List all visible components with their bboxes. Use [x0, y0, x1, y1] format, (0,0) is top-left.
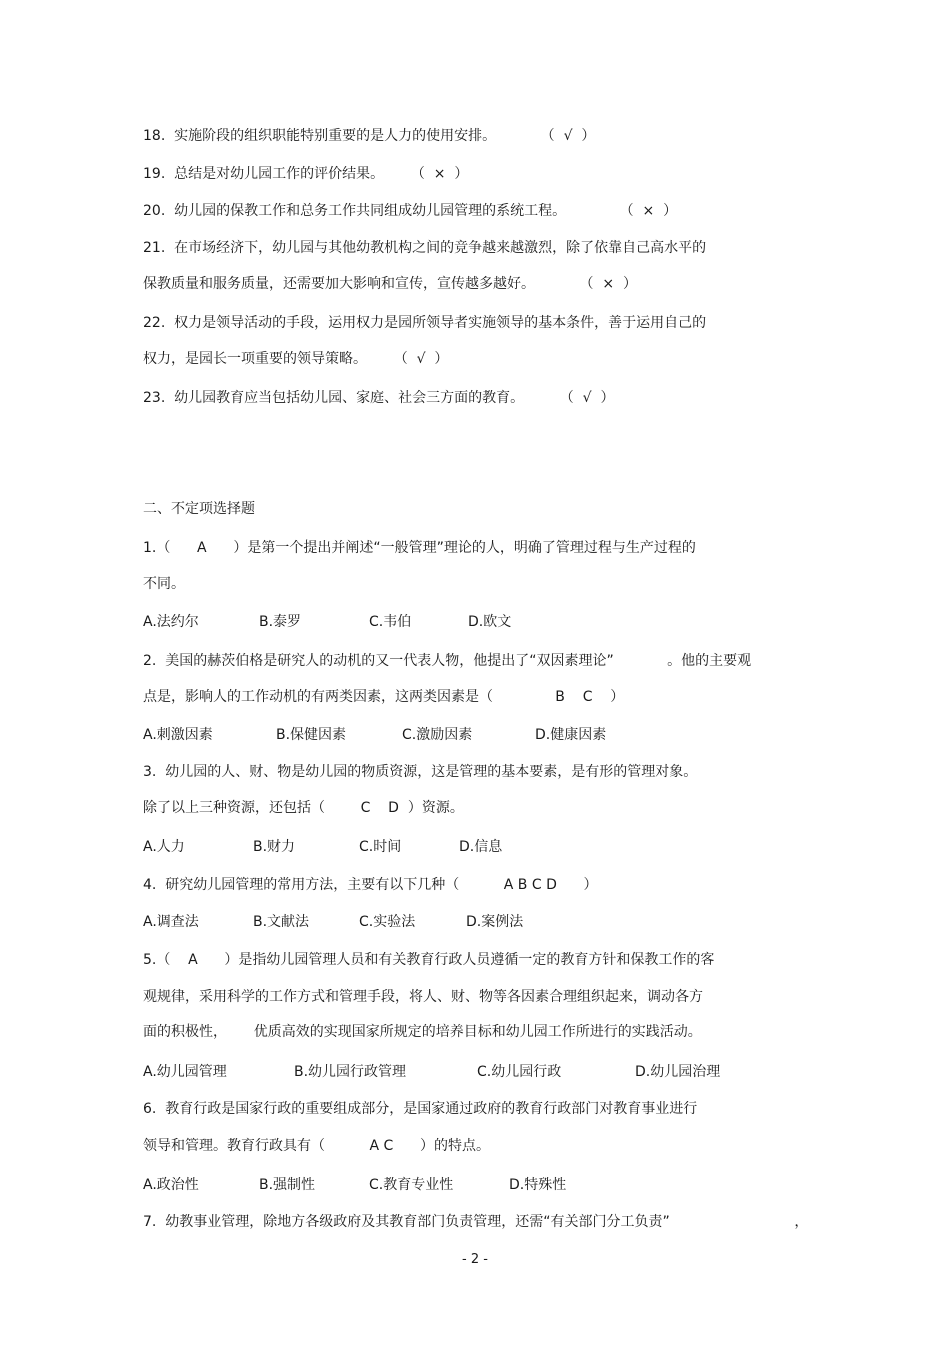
judgement-item-20: 20. 幼儿园的保教工作和总务工作共同组成幼儿园管理的系统工程。 （ × ） [143, 203, 678, 219]
page-number: - 2 - [462, 1252, 488, 1267]
judgement-item-22: 22. 权力是领导活动的手段，运用权力是园所领导者实施领导的基本条件，善于运用自己的 [143, 315, 707, 331]
judgement-item-18: 18. 实施阶段的组织职能特别重要的是人力的使用安排。 （ √ ） [143, 128, 596, 144]
option-a: A.人力 [143, 839, 185, 855]
question-6-line-1: 6. 教育行政是国家行政的重要组成部分，是国家通过政府的教育行政部门对教育事业进行 [143, 1101, 698, 1117]
judgement-item-22-cont: 权力，是园长一项重要的领导策略。 （ √ ） [143, 351, 449, 367]
question-7-line-1: 7. 幼教事业管理，除地方各级政府及其教育部门负责管理，还需“有关部门分工负责” ， [143, 1214, 809, 1230]
judgement-item-19: 19. 总结是对幼儿园工作的评价结果。 （ × ） [143, 166, 469, 182]
question-5-line-1: 5.（ A ）是指幼儿园管理人员和有关教育行政人员遵循一定的教育方针和保教工作的客 [143, 952, 715, 968]
question-4-line-1: 4. 研究幼儿园管理的常用方法，主要有以下几种（ A B C D ） [143, 877, 598, 893]
option-b: B.文献法 [253, 914, 310, 930]
option-d: D.特殊性 [509, 1177, 567, 1193]
option-b: B.保健因素 [276, 727, 347, 743]
option-b: B.幼儿园行政管理 [294, 1064, 407, 1080]
judgement-item-23: 23. 幼儿园教育应当包括幼儿园、家庭、社会三方面的教育。 （ √ ） [143, 390, 615, 406]
option-a: A.调查法 [143, 914, 199, 930]
question-1-line-1: 1.（ A ）是第一个提出并阐述“一般管理”理论的人，明确了管理过程与生产过程的 [143, 540, 696, 556]
question-5-line-3: 面的积极性， 优质高效的实现国家所规定的培养目标和幼儿园工作所进行的实践活动。 [143, 1024, 702, 1040]
option-a: A.刺激因素 [143, 727, 213, 743]
option-d: D.幼儿园治理 [635, 1064, 721, 1080]
option-d: D.健康因素 [535, 727, 607, 743]
option-d: D.案例法 [466, 914, 524, 930]
option-c: C.时间 [359, 839, 402, 855]
option-c: C.教育专业性 [369, 1177, 454, 1193]
option-c: C.实验法 [359, 914, 416, 930]
option-b: B.财力 [253, 839, 296, 855]
question-2-line-1: 2. 美国的赫茨伯格是研究人的动机的又一代表人物，他提出了“双因素理论” 。他的主要观 [143, 653, 752, 669]
option-c: C.韦伯 [369, 614, 412, 630]
option-a: A.法约尔 [143, 614, 199, 630]
option-d: D.信息 [459, 839, 503, 855]
question-3-line-1: 3. 幼儿园的人、财、物是幼儿园的物质资源，这是管理的基本要素，是有形的管理对象。 [143, 764, 698, 780]
judgement-item-21-cont: 保教质量和服务质量，还需要加大影响和宣传，宣传越多越好。 （ × ） [143, 276, 638, 292]
question-1-line-2: 不同。 [143, 576, 185, 592]
section-title: 二、不定项选择题 [143, 501, 255, 517]
question-2-line-2: 点是，影响人的工作动机的有两类因素，这两类因素是（ B C ） [143, 689, 625, 705]
question-3-line-2: 除了以上三种资源，还包括（ C D ）资源。 [143, 800, 464, 816]
judgement-item-21: 21. 在市场经济下，幼儿园与其他幼教机构之间的竞争越来越激烈，除了依靠自己高水平的 [143, 240, 707, 256]
option-c: C.幼儿园行政 [477, 1064, 562, 1080]
option-c: C.激励因素 [402, 727, 473, 743]
option-d: D.欧文 [468, 614, 512, 630]
question-5-line-2: 观规律，采用科学的工作方式和管理手段，将人、财、物等各因素合理组织起来，调动各方 [143, 989, 703, 1005]
option-a: A.幼儿园管理 [143, 1064, 227, 1080]
option-b: B.泰罗 [259, 614, 302, 630]
question-6-line-2: 领导和管理。教育行政具有（ A C ）的特点。 [143, 1138, 491, 1154]
option-a: A.政治性 [143, 1177, 199, 1193]
option-b: B.强制性 [259, 1177, 316, 1193]
